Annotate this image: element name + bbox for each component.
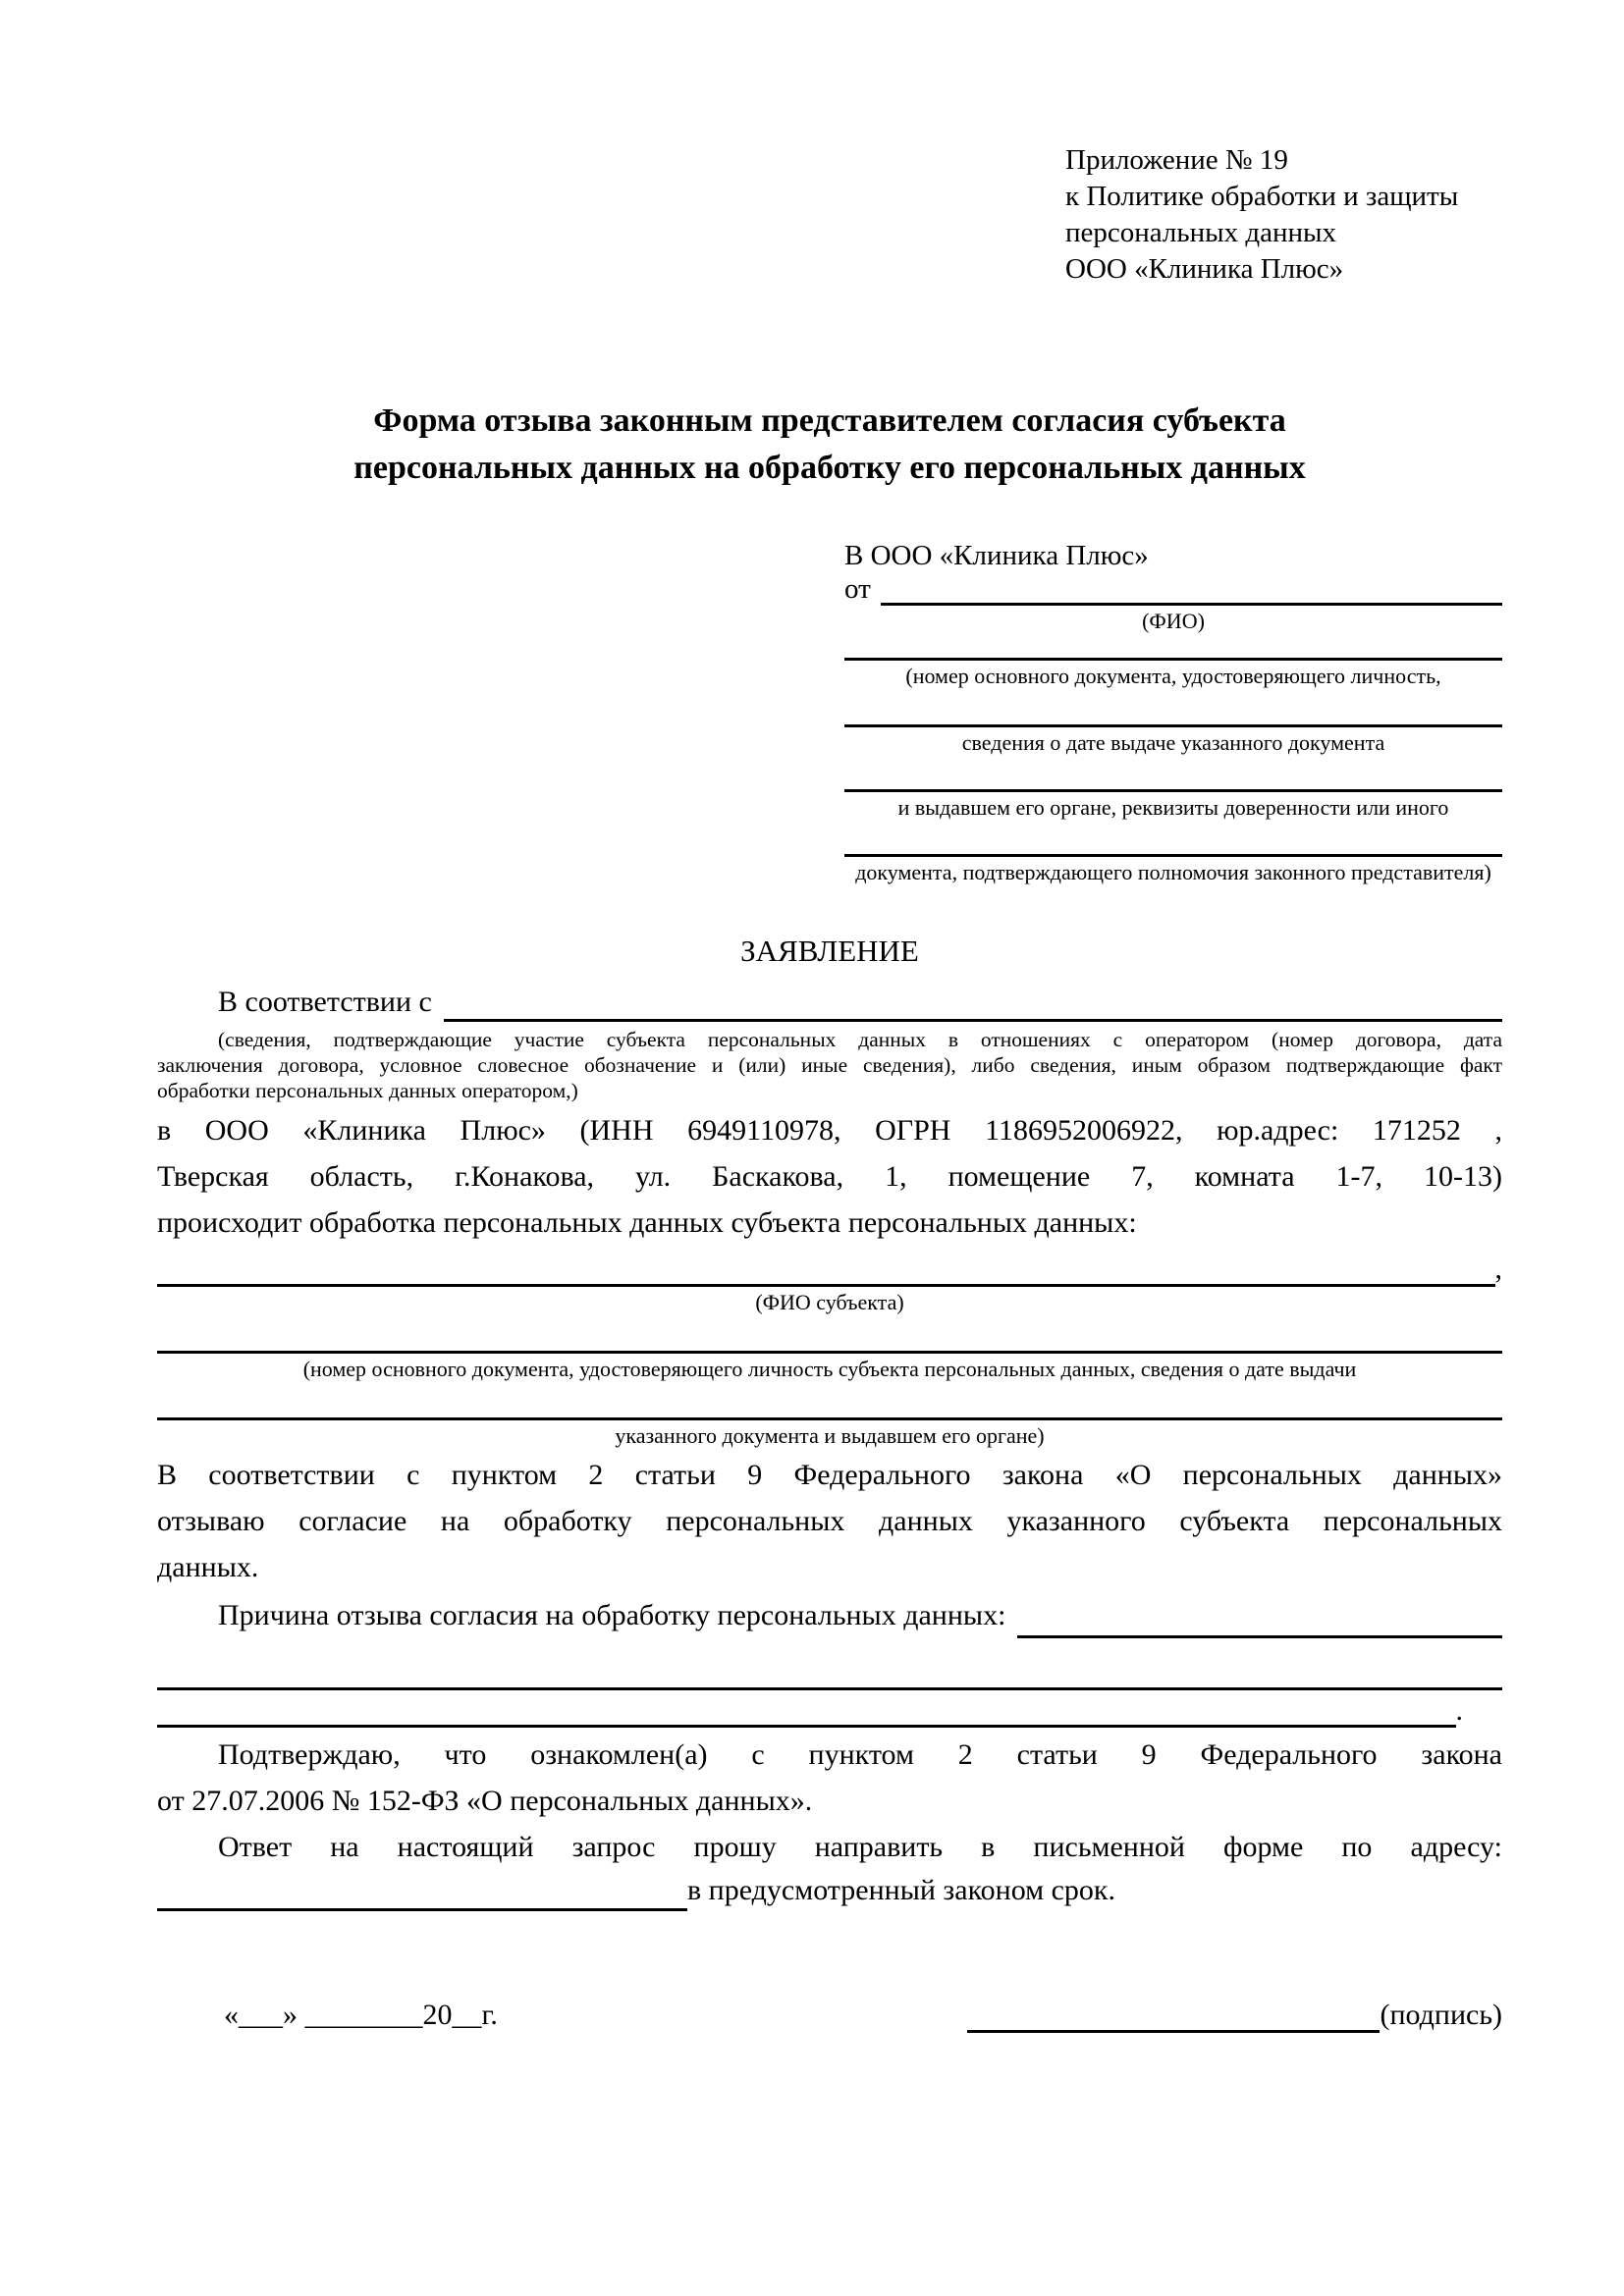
doc-blank-line-1 — [844, 633, 1502, 661]
annex-line: Приложение № 19 — [1065, 144, 1288, 176]
signature-blank-line — [967, 2003, 1380, 2033]
reason-row — [157, 1592, 1502, 1638]
statement-heading: ЗАЯВЛЕНИЕ — [740, 934, 919, 968]
accordance-blank-line — [444, 1019, 1502, 1022]
footer — [157, 1998, 1502, 2033]
from-label: от — [844, 573, 871, 605]
period: . — [1455, 1694, 1463, 1727]
subject-doc-blank-line-2 — [157, 1381, 1502, 1420]
annex-line: ООО «Клиника Плюс» — [1065, 253, 1344, 285]
subject-doc-blank-line-1 — [157, 1314, 1502, 1354]
subject-doc-caption-2: указанного документа и выдавшем его органе) — [615, 1423, 1045, 1448]
reason-blank-line-3 — [157, 1694, 1502, 1728]
withdraw-paragraph-line: данных. — [157, 1551, 259, 1583]
annex-block — [1065, 142, 1502, 288]
reason-blank-line — [1017, 1635, 1502, 1638]
doc-caption-3: и выдавшем его органе, реквизиты доверенности или иного — [897, 795, 1449, 820]
address-row — [157, 1870, 1502, 1911]
operator-paragraph — [157, 1107, 1502, 1246]
confirm-paragraph-line: от 27.07.2006 № 152-ФЗ «О персональных данных». — [157, 1785, 813, 1817]
accordance-row — [157, 983, 1502, 1022]
reason-blank-line-3-rule — [157, 1725, 1456, 1728]
confirm-paragraph — [157, 1732, 1502, 1824]
subject-fio-row — [157, 1252, 1502, 1287]
withdraw-paragraph-line: отзываю согласие на обработку персональных данных указанного субъекта персональных — [157, 1505, 1502, 1537]
addressee-to: В ООО «Клиника Плюс» — [844, 540, 1149, 571]
doc-blank-line-4 — [844, 820, 1502, 857]
title-line: персональных данных на обработку его персональных данных — [353, 450, 1306, 486]
doc-blank-line-3 — [844, 755, 1502, 792]
operator-paragraph-line: Тверская область, г.Конакова, ул. Баскакова, 1, помещение 7, комната 1-7, 10-13) — [157, 1160, 1502, 1193]
doc-caption-1: (номер основного документа, удостоверяющего личность, — [905, 664, 1441, 688]
operator-paragraph-line: в ООО «Клиника Плюс» (ИНН 6949110978, ОГРН 1186952006922, юр.адрес: 171252 , — [157, 1114, 1502, 1147]
comma: , — [1494, 1253, 1502, 1285]
small-print-line: заключения договора, условное словесное обозначение и (или) иные сведения), либо сведения, иным образом подтверждающие факт — [157, 1053, 1502, 1077]
withdraw-paragraph-line: В соответствии с пунктом 2 статьи 9 Федерального закона «О персональных данных» — [157, 1459, 1502, 1491]
reply-line: Ответ на настоящий запрос прошу направить в письменной форме по адресу: — [218, 1831, 1502, 1863]
fio-blank-line — [881, 603, 1502, 606]
address-blank-line — [157, 1908, 687, 1911]
small-print-line: (сведения, подтверждающие участие субъекта персональных данных в отношениях с оператором (номер договора, дата — [218, 1028, 1502, 1051]
subject-fio-caption: (ФИО субъекта) — [755, 1290, 904, 1314]
title-line: Форма отзыва законным представителем согласия субъекта — [373, 402, 1286, 439]
doc-caption-2: сведения о дате выдаче указанного документа — [961, 730, 1385, 755]
small-print-line: обработки персональных данных оператором,) — [157, 1079, 578, 1102]
reason-label: Причина отзыва согласия на обработку персональных данных: — [218, 1599, 1006, 1631]
addressee-block — [844, 539, 1502, 884]
fio-caption: (ФИО) — [1142, 609, 1205, 633]
small-print-note — [157, 1027, 1502, 1103]
subject-doc-caption-1: (номер основного документа, удостоверяющего личность субъекта персональных данных, сведения о дате выдачи — [302, 1357, 1357, 1381]
annex-line: к Политике обработки и защиты — [1065, 181, 1459, 212]
signature-caption: (подпись) — [1380, 1999, 1502, 2031]
confirm-paragraph-line: Подтверждаю, что ознакомлен(а) с пунктом 2 статьи 9 Федерального закона — [218, 1738, 1502, 1771]
document-title — [157, 398, 1502, 492]
signature-block — [967, 1998, 1502, 2033]
withdraw-paragraph — [157, 1452, 1502, 1590]
reply-tail: в предусмотренный законом срок. — [687, 1874, 1115, 1906]
accordance-label: В соответствии с — [218, 986, 432, 1018]
subject-fio-blank-line — [157, 1284, 1495, 1287]
date-line: «___» ________20__г. — [224, 1999, 498, 2031]
from-row — [844, 572, 1502, 606]
annex-line: персональных данных — [1065, 217, 1337, 248]
operator-paragraph-line: происходит обработка персональных данных субъекта персональных данных: — [157, 1206, 1137, 1239]
doc-caption-4: документа, подтверждающего полномочия законного представителя) — [855, 860, 1491, 884]
doc-blank-line-2 — [844, 688, 1502, 727]
reason-blank-line-2 — [157, 1687, 1502, 1690]
